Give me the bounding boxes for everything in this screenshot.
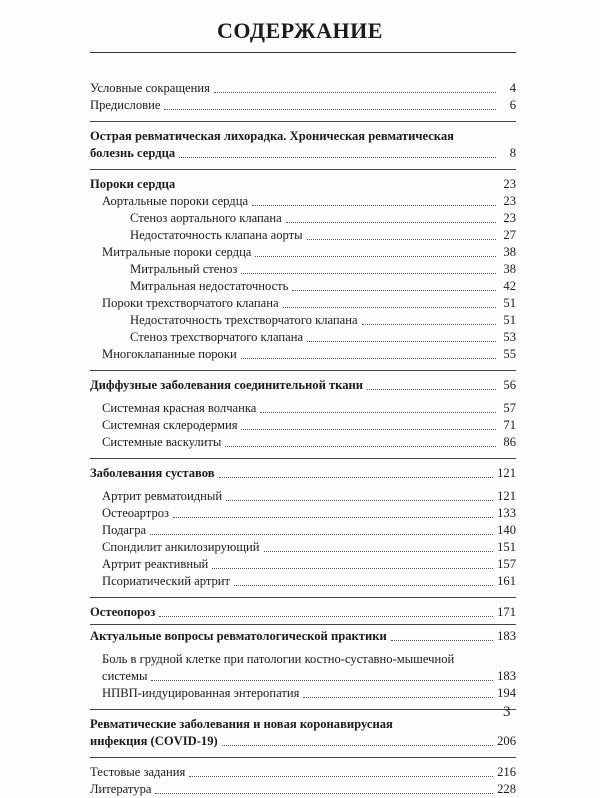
toc-entry-text: Подагра <box>102 523 147 537</box>
dot-leader <box>391 640 493 641</box>
toc-entry-text: Стеноз трехстворчатого клапана <box>130 330 304 344</box>
dot-leader <box>252 205 496 206</box>
toc-entry-text: Спондилит анкилозирующий <box>102 540 260 554</box>
toc-entry-sle[interactable] <box>90 400 516 417</box>
toc-page-number: 23 <box>503 194 516 208</box>
toc-page-number: 86 <box>503 435 516 449</box>
toc-page-number: 38 <box>503 245 516 259</box>
toc-entry-ra[interactable] <box>90 488 516 505</box>
toc-entry-text: Стеноз аортального клапана <box>130 211 282 225</box>
toc-page-number: 42 <box>503 279 516 293</box>
dot-leader <box>225 446 496 447</box>
dot-leader <box>255 256 496 257</box>
dot-leader <box>179 157 496 158</box>
toc-section-connective-tissue[interactable] <box>90 377 516 394</box>
toc-page-number: 56 <box>503 378 516 392</box>
section-divider <box>90 709 516 710</box>
toc-entry-ankylosing-spondylitis[interactable] <box>90 539 516 556</box>
section-divider <box>90 370 516 371</box>
toc-page-number: 157 <box>497 557 516 571</box>
dot-leader <box>150 534 493 535</box>
dot-leader <box>173 517 493 518</box>
toc-page-number: 4 <box>509 81 516 95</box>
dot-leader <box>241 358 496 359</box>
section-divider <box>90 757 516 758</box>
toc-page-number: 140 <box>497 523 516 537</box>
toc-entry-text: Литература <box>90 782 152 796</box>
toc-entry-text: Митральные пороки сердца <box>102 245 252 259</box>
toc-entry-oa[interactable] <box>90 505 516 522</box>
toc-entry-text: Аортальные пороки сердца <box>102 194 249 208</box>
toc-entry-nsaid-enteropathy[interactable] <box>90 685 516 702</box>
toc-section-covid-line1[interactable]: Ревматические заболевания и новая коронавирусная <box>90 717 393 731</box>
dot-leader <box>264 551 494 552</box>
toc-page-number: 38 <box>503 262 516 276</box>
toc-entry-tricuspid-stenosis[interactable] <box>90 329 516 346</box>
toc-page-number: 71 <box>503 418 516 432</box>
toc-page-number: 27 <box>503 228 516 242</box>
toc-entry-text: Пороки трехстворчатого клапана <box>102 296 279 310</box>
toc-entry-text: НПВП-индуцированная энтеропатия <box>102 686 300 700</box>
dot-leader <box>164 109 496 110</box>
toc-entry-text: системы <box>102 669 148 683</box>
toc-entry-text: Заболевания суставов <box>90 466 215 480</box>
toc-section-heart-defects[interactable] <box>90 176 516 193</box>
toc-page-number: 161 <box>497 574 516 588</box>
toc-entry-text: Митральная недостаточность <box>130 279 289 293</box>
toc-entry-mitral-stenosis[interactable] <box>90 261 516 278</box>
toc-entry-vasculitis[interactable] <box>90 434 516 451</box>
dot-leader <box>155 793 493 794</box>
dot-leader <box>222 745 493 746</box>
dot-leader <box>212 568 493 569</box>
toc-entry-text: Системная красная волчанка <box>102 401 257 415</box>
toc-section-practice[interactable] <box>90 628 516 645</box>
toc-page-number: 206 <box>497 734 516 748</box>
toc-page-number: 194 <box>497 686 516 700</box>
toc-entry-literature[interactable] <box>90 781 516 798</box>
toc-entry-text: Псориатический артрит <box>102 574 231 588</box>
toc-entry-reactive-arthritis[interactable] <box>90 556 516 573</box>
toc-entry-text: Диффузные заболевания соединительной ткани <box>90 378 364 392</box>
toc-section-arf[interactable] <box>90 145 516 162</box>
toc-entry-text: Системные васкулиты <box>102 435 222 449</box>
toc-entry-tricuspid-insufficiency[interactable] <box>90 312 516 329</box>
toc-entry-mitral-insufficiency[interactable] <box>90 278 516 295</box>
toc-entry-abbreviations[interactable] <box>90 80 516 97</box>
toc-entry-aortic-insufficiency[interactable] <box>90 227 516 244</box>
toc-page-number: 171 <box>497 605 516 619</box>
dot-leader <box>214 92 496 93</box>
dot-leader <box>303 697 493 698</box>
toc-entry-mitral[interactable] <box>90 244 516 261</box>
dot-leader <box>241 273 496 274</box>
toc-page-number: 183 <box>497 669 516 683</box>
toc-entry-text: Остеоартроз <box>102 506 170 520</box>
toc-page-number: 133 <box>497 506 516 520</box>
toc-page-number: 51 <box>503 313 516 327</box>
toc-entry-aortic-stenosis[interactable] <box>90 210 516 227</box>
toc-page-number: 23 <box>503 177 516 191</box>
toc-entry-text: Тестовые задания <box>90 765 186 779</box>
toc-page-number: 23 <box>503 211 516 225</box>
toc-page-number: 6 <box>509 98 516 112</box>
toc-page-number: 53 <box>503 330 516 344</box>
toc-page-number: 55 <box>503 347 516 361</box>
toc-entry-text: Артрит ревматоидный <box>102 489 223 503</box>
page-title: СОДЕРЖАНИЕ <box>217 18 383 43</box>
dot-leader <box>286 222 496 223</box>
toc-page-number: 121 <box>497 466 516 480</box>
toc-entry-text: Пороки сердца <box>90 177 176 191</box>
dot-leader <box>307 239 496 240</box>
toc-page-number: 8 <box>509 146 516 160</box>
toc-entry-text: Условные сокращения <box>90 81 210 95</box>
section-divider <box>90 597 516 598</box>
dot-leader <box>219 477 494 478</box>
page-number: 3 <box>503 704 511 720</box>
dot-leader <box>226 500 493 501</box>
toc-section-covid[interactable] <box>90 733 516 750</box>
toc-entry-chest-pain-line1[interactable]: Боль в грудной клетке при патологии костно-суставно-мышечной <box>102 652 455 666</box>
toc-entry-text: болезнь сердца <box>90 146 176 160</box>
toc-entry-text: Митральный стеноз <box>130 262 238 276</box>
toc-entry-gout[interactable] <box>90 522 516 539</box>
toc-entry-chest-pain[interactable] <box>90 668 516 685</box>
toc-entry-tricuspid[interactable] <box>90 295 516 312</box>
dot-leader <box>362 324 496 325</box>
toc-page-number: 183 <box>497 629 516 643</box>
toc-page-number: 121 <box>497 489 516 503</box>
toc-entry-tests[interactable] <box>90 764 516 781</box>
toc-entry-text: Остеопороз <box>90 605 156 619</box>
dot-leader <box>241 429 496 430</box>
toc-page-number: 228 <box>497 782 516 796</box>
dot-leader <box>151 680 493 681</box>
dot-leader <box>159 616 493 617</box>
toc-entry-text: Предисловие <box>90 98 161 112</box>
dot-leader <box>283 307 496 308</box>
toc-page-number: 57 <box>503 401 516 415</box>
dot-leader <box>189 776 493 777</box>
dot-leader <box>260 412 496 413</box>
toc-page-number: 51 <box>503 296 516 310</box>
dot-leader <box>367 389 496 390</box>
dot-leader <box>234 585 493 586</box>
dot-leader <box>307 341 496 342</box>
toc-section-joints[interactable] <box>90 465 516 482</box>
toc-entry-preface[interactable] <box>90 97 516 114</box>
toc-page-number: 216 <box>497 765 516 779</box>
table-of-contents <box>90 80 516 798</box>
toc-section-osteoporosis[interactable] <box>90 604 516 621</box>
toc-entry-text: инфекция (COVID-19) <box>90 734 218 748</box>
toc-entry-text: Недостаточность клапана аорты <box>130 228 303 242</box>
toc-entry-ssc[interactable] <box>90 417 516 434</box>
toc-entry-text: Многоклапанные пороки <box>102 347 237 361</box>
section-divider <box>90 458 516 459</box>
toc-page-number: 151 <box>497 540 516 554</box>
toc-entry-text: Артрит реактивный <box>102 557 209 571</box>
toc-section-arf-line1[interactable]: Острая ревматическая лихорадка. Хроническая ревматическая <box>90 129 454 143</box>
section-divider <box>90 121 516 122</box>
toc-entry-multivalve[interactable] <box>90 346 516 363</box>
section-divider <box>90 624 516 625</box>
toc-entry-aortic[interactable] <box>90 193 516 210</box>
toc-entry-text: Актуальные вопросы ревматологической практики <box>90 629 387 643</box>
toc-entry-text: Системная склеродермия <box>102 418 238 432</box>
section-divider <box>90 169 516 170</box>
dot-leader <box>292 290 496 291</box>
toc-entry-text: Недостаточность трехстворчатого клапана <box>130 313 358 327</box>
title-divider <box>90 52 516 53</box>
toc-entry-psoriatic-arthritis[interactable] <box>90 573 516 590</box>
